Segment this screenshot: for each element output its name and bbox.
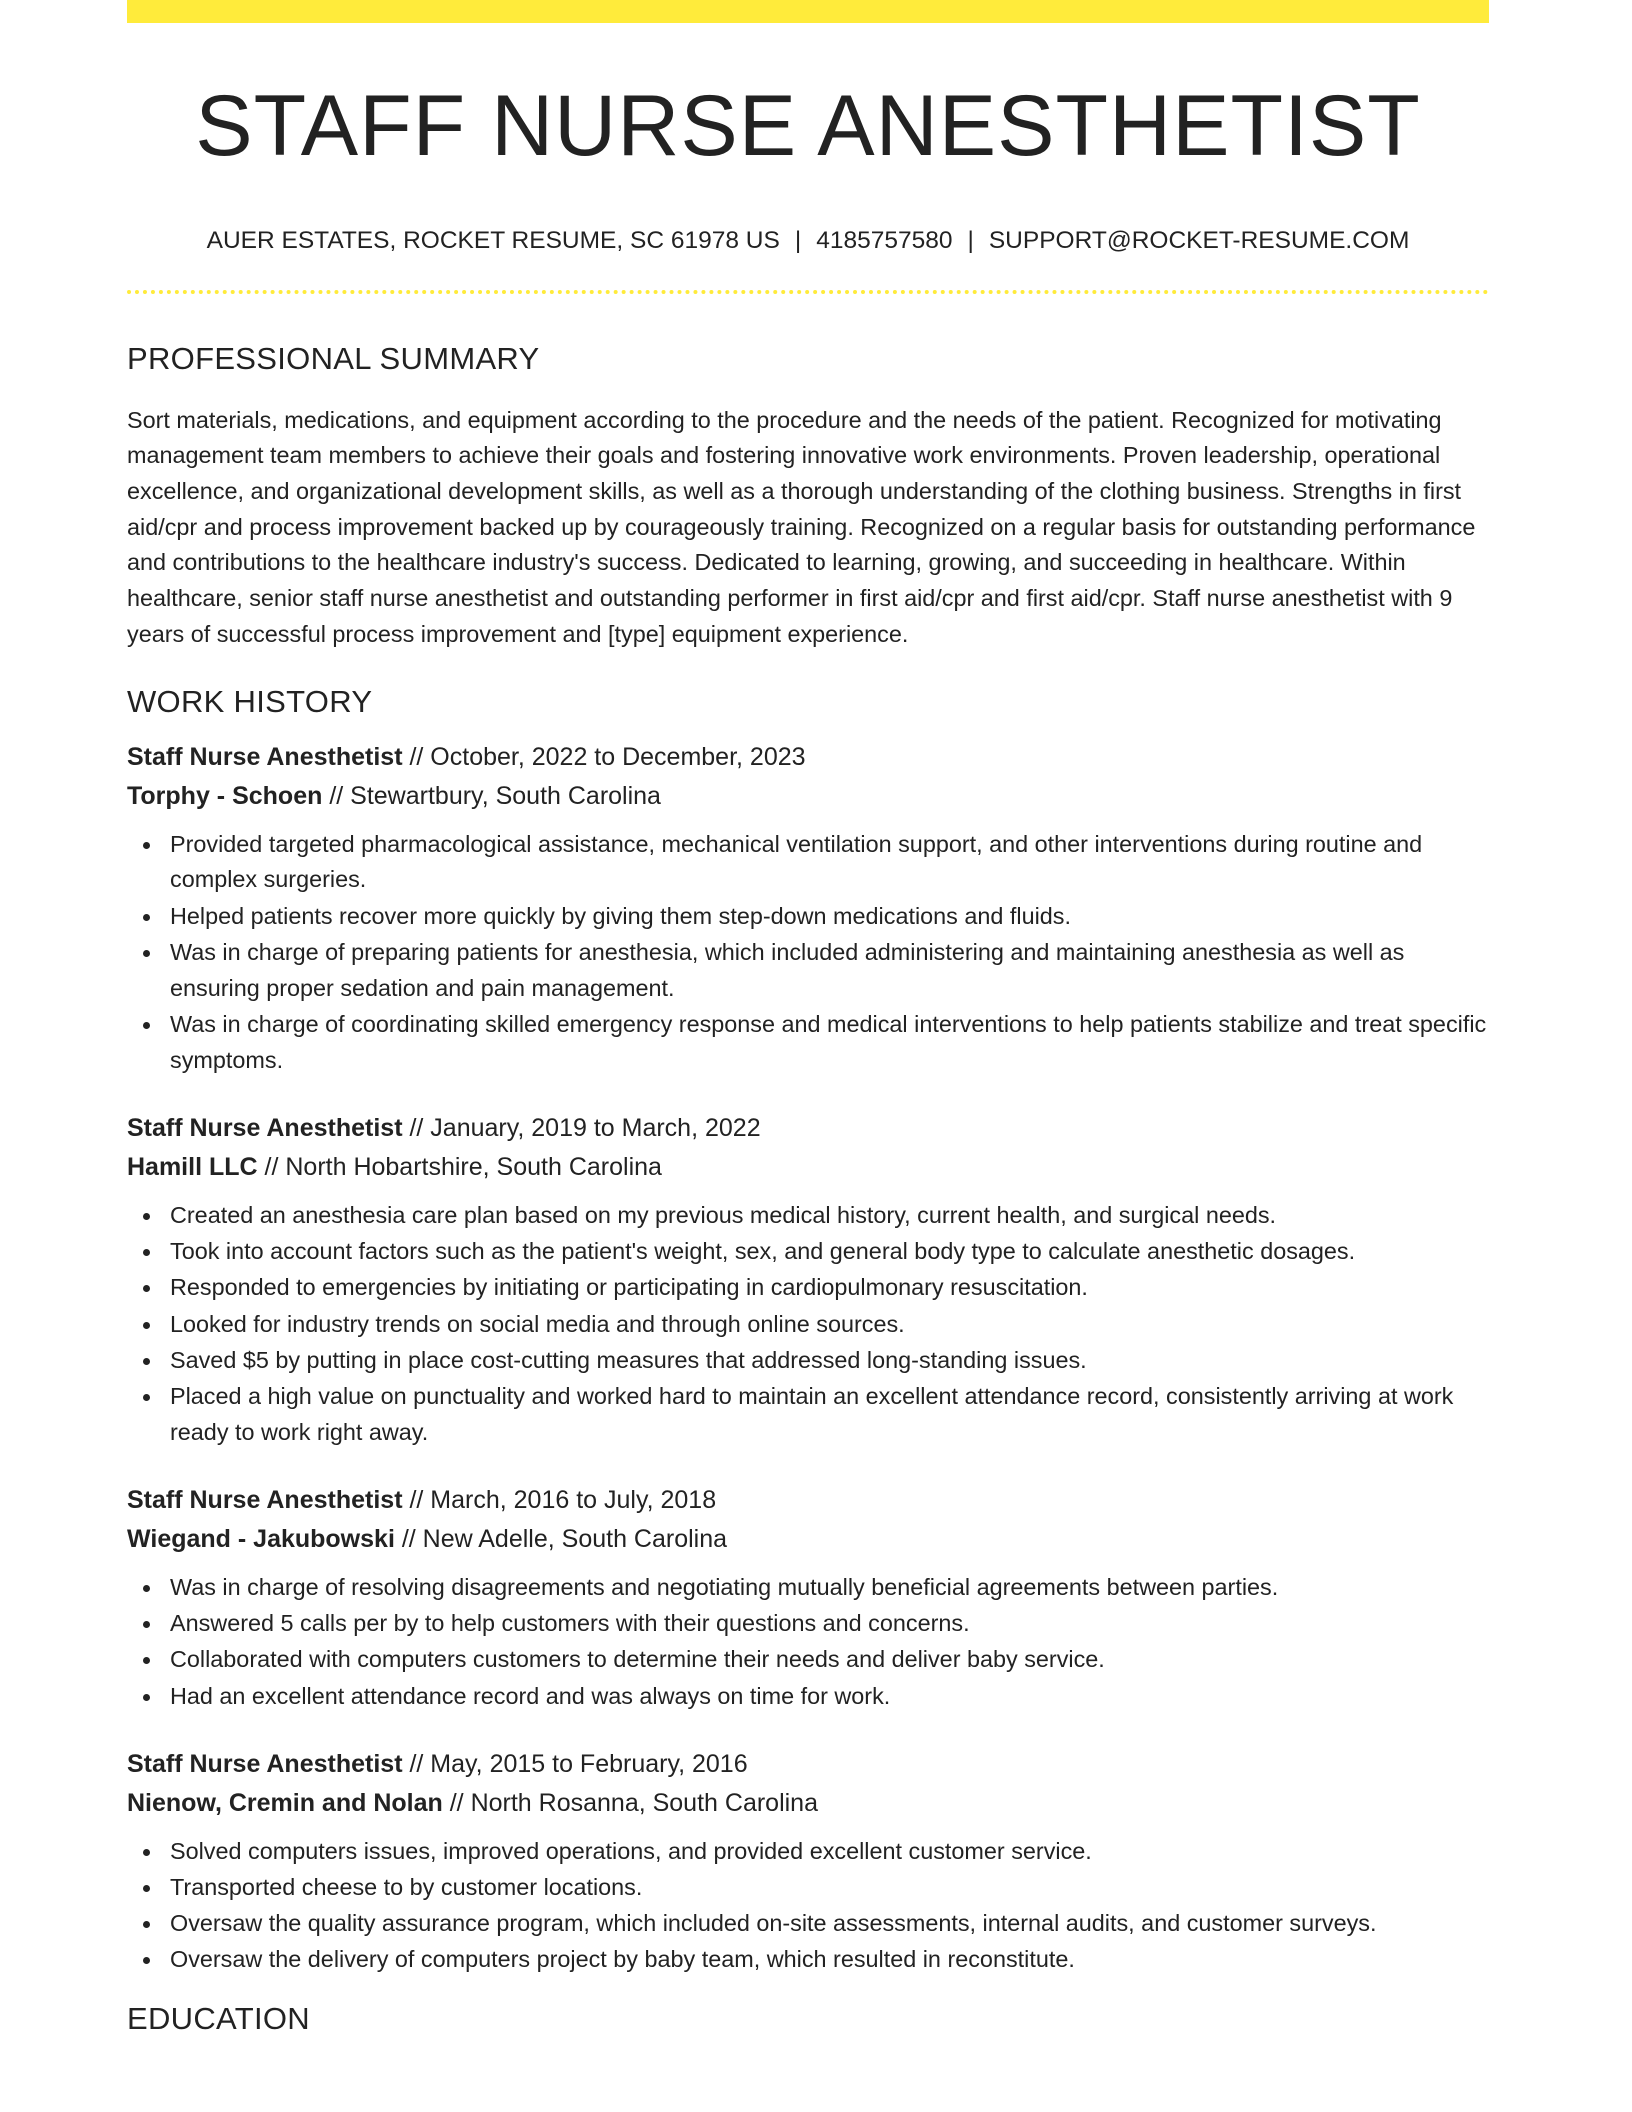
contact-separator: | bbox=[967, 227, 974, 254]
contact-line bbox=[127, 226, 1489, 255]
job-bullet-list bbox=[127, 1834, 1489, 1979]
job-bullet-list bbox=[127, 827, 1489, 1079]
job-role-line bbox=[127, 1481, 1489, 1520]
contact-email[interactable]: SUPPORT@ROCKET-RESUME.COM bbox=[988, 227, 1410, 254]
job-bullet: Was in charge of coordinating skilled emergency response and medical interventions to help patients stabilize and treat specific symptoms. bbox=[127, 1007, 1489, 1079]
job-bullet: Looked for industry trends on social media and through online sources. bbox=[127, 1307, 1489, 1343]
dotted-divider bbox=[127, 290, 1489, 294]
job-dates: // October, 2022 to December, 2023 bbox=[402, 742, 806, 771]
job-location: // North Hobartshire, South Carolina bbox=[257, 1152, 662, 1181]
job-bullet: Oversaw the quality assurance program, which included on-site assessments, internal audits, and customer surveys. bbox=[127, 1906, 1489, 1942]
job-dates: // January, 2019 to March, 2022 bbox=[402, 1113, 761, 1142]
job-bullet-list bbox=[127, 1570, 1489, 1715]
job-bullet-list bbox=[127, 1198, 1489, 1451]
job-dates: // March, 2016 to July, 2018 bbox=[402, 1485, 717, 1514]
job-bullet: Placed a high value on punctuality and worked hard to maintain an excellent attendance record, consistently arriving at work ready to work right away. bbox=[127, 1379, 1489, 1451]
job-bullet: Answered 5 calls per by to help customers with their questions and concerns. bbox=[127, 1606, 1489, 1642]
job-role-line bbox=[127, 1109, 1489, 1148]
contact-phone[interactable]: 4185757580 bbox=[816, 227, 953, 254]
accent-top-bar bbox=[127, 0, 1489, 23]
job-bullet: Was in charge of preparing patients for anesthesia, which included administering and maintaining anesthesia as well as ensuring proper sedation and pain management. bbox=[127, 935, 1489, 1007]
job-bullet: Helped patients recover more quickly by giving them step-down medications and fluids. bbox=[127, 899, 1489, 935]
contact-separator: | bbox=[794, 227, 802, 254]
job-entry bbox=[127, 1481, 1489, 1715]
section-title-education: EDUCATION bbox=[127, 2001, 310, 2037]
job-dates: // May, 2015 to February, 2016 bbox=[402, 1749, 748, 1778]
job-company-line bbox=[127, 1520, 1489, 1559]
job-company-line bbox=[127, 1784, 1489, 1823]
job-bullet: Collaborated with computers customers to determine their needs and deliver baby service. bbox=[127, 1642, 1489, 1678]
job-bullet: Oversaw the delivery of computers project by baby team, which resulted in reconstitute. bbox=[127, 1942, 1489, 1978]
job-bullet: Transported cheese to by customer locations. bbox=[127, 1870, 1489, 1906]
job-location: // New Adelle, South Carolina bbox=[394, 1524, 728, 1553]
job-company: Wiegand - Jakubowski bbox=[127, 1524, 395, 1553]
job-bullet: Saved $5 by putting in place cost-cutting measures that addressed long-standing issues. bbox=[127, 1343, 1489, 1379]
job-company-line bbox=[127, 1148, 1489, 1187]
job-role: Staff Nurse Anesthetist bbox=[127, 742, 403, 771]
job-bullet: Solved computers issues, improved operations, and provided excellent customer service. bbox=[127, 1834, 1489, 1870]
job-company: Nienow, Cremin and Nolan bbox=[127, 1788, 443, 1817]
job-role: Staff Nurse Anesthetist bbox=[127, 1749, 403, 1778]
job-company-line bbox=[127, 777, 1489, 816]
job-bullet: Took into account factors such as the patient's weight, sex, and general body type to calculate anesthetic dosages. bbox=[127, 1234, 1489, 1270]
job-bullet: Was in charge of resolving disagreements and negotiating mutually beneficial agreements between parties. bbox=[127, 1570, 1489, 1606]
job-bullet: Had an excellent attendance record and was always on time for work. bbox=[127, 1679, 1489, 1715]
job-entry bbox=[127, 1745, 1489, 1979]
job-entry bbox=[127, 1109, 1489, 1451]
professional-summary-text: Sort materials, medications, and equipment according to the procedure and the needs of the patient. Recognized for motivating management team members to achieve their goals and fostering innovative work environments. Proven leadership, operational excellence, and organizational development skills, as well as a thorough understanding of the clothing business. Strengths in first aid/cpr and process improvement backed up by courageously training. Recognized on a regular basis for outstanding performance and contributions to the healthcare industry's success. Dedicated to learning, growing, and succeeding in healthcare. Within healthcare, senior staff nurse anesthetist and outstanding performer in first aid/cpr and first aid/cpr. Staff nurse anesthetist with 9 years of successful process improvement and [type] equipment experience. bbox=[127, 406, 1476, 647]
job-company: Hamill LLC bbox=[127, 1152, 258, 1181]
job-bullet: Created an anesthesia care plan based on my previous medical history, current health, and surgical needs. bbox=[127, 1198, 1489, 1234]
job-location: // Stewartbury, South Carolina bbox=[322, 781, 661, 810]
job-company: Torphy - Schoen bbox=[127, 781, 323, 810]
job-bullet: Provided targeted pharmacological assistance, mechanical ventilation support, and other interventions during routine and complex surgeries. bbox=[127, 827, 1489, 899]
contact-address: AUER ESTATES, ROCKET RESUME, SC 61978 US bbox=[206, 227, 780, 254]
job-role-line bbox=[127, 738, 1489, 777]
resume-name: STAFF NURSE ANESTHETIST bbox=[195, 78, 1421, 174]
section-title-work-history: WORK HISTORY bbox=[127, 683, 373, 719]
section-title-professional-summary: PROFESSIONAL SUMMARY bbox=[127, 341, 540, 377]
resume-page bbox=[127, 0, 1489, 2037]
job-entry bbox=[127, 738, 1489, 1079]
job-bullet: Responded to emergencies by initiating or participating in cardiopulmonary resuscitation. bbox=[127, 1270, 1489, 1306]
job-role: Staff Nurse Anesthetist bbox=[127, 1485, 403, 1514]
job-role-line bbox=[127, 1745, 1489, 1784]
job-role: Staff Nurse Anesthetist bbox=[127, 1113, 403, 1142]
job-location: // North Rosanna, South Carolina bbox=[442, 1788, 818, 1817]
